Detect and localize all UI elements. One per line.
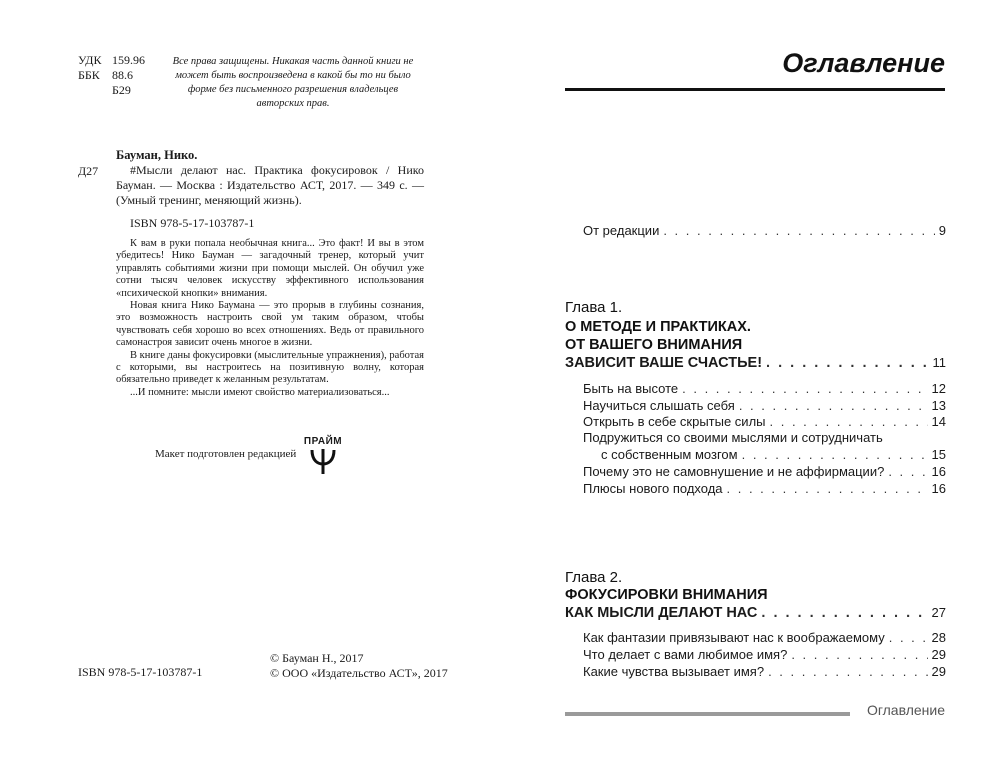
toc-page-number: 12 bbox=[931, 381, 946, 396]
running-footer: Оглавление bbox=[866, 702, 945, 718]
annotation-paragraph: В книге даны фокусировки (мыслительные упражнения), работая с которыми, вы настроитесь на позитивную волну, которая обязательно приведет к желанным результатам. bbox=[116, 349, 424, 386]
annotation bbox=[116, 238, 424, 399]
toc-leader-dots bbox=[791, 647, 927, 662]
publisher-logo-text: ПРАЙМ bbox=[303, 436, 343, 447]
toc-page-number: 9 bbox=[938, 223, 946, 238]
toc-entry-text: с собственным мозгом bbox=[601, 447, 738, 462]
toc-entry[interactable] bbox=[583, 464, 946, 479]
toc-leader-dots bbox=[768, 664, 927, 679]
chapter-title-line: ЗАВИСИТ ВАШЕ СЧАСТЬЕ! bbox=[565, 355, 763, 371]
copyright-publisher: © ООО «Издательство АСТ», 2017 bbox=[270, 666, 448, 680]
copyright bbox=[270, 651, 448, 681]
toc-page-number: 29 bbox=[931, 647, 946, 662]
publisher-logo bbox=[302, 436, 344, 474]
toc-leader-dots bbox=[727, 481, 928, 496]
copyright-author: © Бауман Н., 2017 bbox=[270, 651, 364, 665]
toc-entry[interactable] bbox=[583, 664, 946, 679]
toc-entry-text[interactable]: Подружиться со своими мыслями и сотрудничать bbox=[583, 430, 883, 445]
chapter-number: Глава 1. bbox=[565, 299, 623, 316]
toc-entry-text: От редакции bbox=[583, 223, 660, 238]
toc-page-number: 27 bbox=[931, 605, 946, 620]
classification-codes bbox=[78, 53, 145, 98]
toc-entry-text: Плюсы нового подхода bbox=[583, 481, 723, 496]
udk-row: УДК 159.96 bbox=[78, 53, 145, 67]
chapter-title-line: КАК МЫСЛИ ДЕЛАЮТ НАС bbox=[565, 605, 758, 621]
toc-entry[interactable] bbox=[583, 481, 946, 496]
toc-title: Оглавление bbox=[782, 48, 945, 78]
bibliographic-description: #Мысли делают нас. Практика фокусировок / Нико Бауман. — Москва : Издательство АСТ, 2017. — 349 с. — (Умный тренинг, меняющий жизнь). bbox=[116, 163, 424, 207]
toc-leader-dots bbox=[766, 355, 928, 371]
toc-page-number: 28 bbox=[931, 630, 946, 645]
annotation-paragraph: К вам в руки попала необычная книга... Это факт! И вы в этом убедитесь! Нико Бауман — загадочный тренер, который учит управлять событиями жизни при помощи мыслей. Он обучил уже сотни тысяч человек искусству эффективного использования «психической кнопки» внимания. bbox=[116, 238, 424, 299]
toc-leader-dots bbox=[770, 414, 928, 429]
toc-entry-text: Научиться слышать себя bbox=[583, 398, 735, 413]
toc-page-number: 15 bbox=[931, 447, 946, 462]
toc-leader-dots bbox=[663, 223, 934, 238]
author-name: Бауман, Нико. bbox=[116, 148, 198, 162]
toc-entry-text: Почему это не самовнушение и не аффирмации? bbox=[583, 464, 885, 479]
chapter-number: Глава 2. bbox=[565, 569, 623, 586]
rights-notice: Все права защищены. Никакая часть данной книги не может быть воспроизведена в какой бы то ни было форме без письменного разрешения владельцев авторских прав. bbox=[172, 56, 414, 109]
toc-entry[interactable] bbox=[583, 647, 946, 662]
isbn-footer: ISBN 978-5-17-103787-1 bbox=[78, 665, 203, 679]
title-rule bbox=[565, 88, 945, 91]
toc-entry[interactable] bbox=[583, 414, 946, 429]
chapter-title-line: О МЕТОДЕ И ПРАКТИКАХ. bbox=[565, 319, 751, 335]
toc-leader-dots bbox=[761, 605, 927, 621]
toc-entry[interactable] bbox=[583, 381, 946, 396]
toc-entry-text: Открыть в себе скрытые силы bbox=[583, 414, 766, 429]
toc-page-number: 14 bbox=[931, 414, 946, 429]
toc-leader-dots bbox=[889, 630, 928, 645]
toc-entry[interactable] bbox=[583, 398, 946, 413]
toc-entry-text: Что делает с вами любимое имя? bbox=[583, 647, 788, 662]
toc-leader-dots bbox=[888, 464, 927, 479]
toc-page-number: 16 bbox=[931, 481, 946, 496]
toc-page-number: 29 bbox=[931, 664, 946, 679]
toc-page-number: 11 bbox=[932, 355, 946, 370]
prepared-by: Макет подготовлен редакцией bbox=[155, 448, 297, 460]
toc-leader-dots bbox=[739, 398, 928, 413]
toc-leader-dots bbox=[682, 381, 927, 396]
toc-leader-dots bbox=[742, 447, 928, 462]
toc-chapter-entry[interactable] bbox=[565, 605, 946, 621]
toc-entry[interactable] bbox=[583, 223, 946, 238]
toc-entry-text: Как фантазии привязывают нас к воображаемому bbox=[583, 630, 885, 645]
right-page bbox=[500, 0, 1000, 768]
toc-entry[interactable] bbox=[601, 447, 946, 462]
toc-page-number: 16 bbox=[931, 464, 946, 479]
annotation-paragraph: ...И помните: мысли имеют свойство материализоваться... bbox=[130, 386, 390, 398]
author-mark-row: Б29 bbox=[112, 83, 131, 97]
toc-chapter-entry[interactable] bbox=[565, 355, 946, 371]
annotation-paragraph: Новая книга Нико Баумана — это прорыв в глубины сознания, это возможность настроить свой ум таким образом, чтобы чувствовать себя хорошо во всех отношениях. Ведь от правильного самонастроя зависит очень многое в жизни. bbox=[116, 300, 424, 349]
toc-entry-text: Быть на высоте bbox=[583, 381, 679, 396]
chapter-title-line: ФОКУСИРОВКИ ВНИМАНИЯ bbox=[565, 587, 768, 603]
footer-rule bbox=[565, 712, 850, 716]
bbk-row: ББК 88.6 bbox=[78, 68, 133, 82]
psi-logo-icon bbox=[308, 447, 338, 475]
biblio-code: Д27 bbox=[78, 164, 99, 178]
toc-entry[interactable] bbox=[583, 630, 946, 645]
toc-entry-text: Какие чувства вызывает имя? bbox=[583, 664, 765, 679]
isbn: ISBN 978-5-17-103787-1 bbox=[130, 216, 255, 230]
chapter-title-line: ОТ ВАШЕГО ВНИМАНИЯ bbox=[565, 337, 743, 353]
toc-page-number: 13 bbox=[931, 398, 946, 413]
